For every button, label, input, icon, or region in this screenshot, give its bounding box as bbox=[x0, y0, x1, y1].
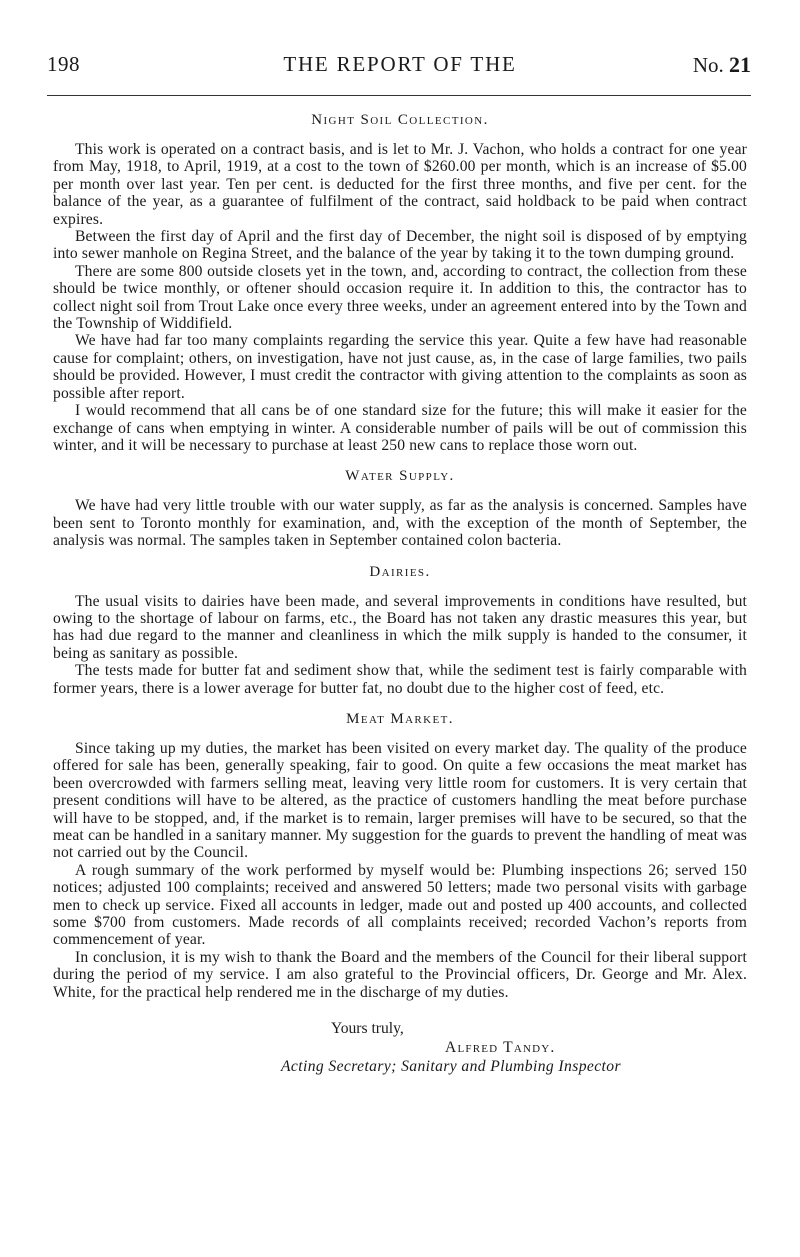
section-dairies bbox=[53, 564, 747, 697]
section-heading: Water Supply. bbox=[345, 468, 455, 485]
issue-number bbox=[693, 52, 751, 78]
paragraph: We have had far too many complaints regarding the service this year. Quite a few have had reasonable cause for complaint; others, on investigation, have not just cause, as, in the case of large families, two pails should be provided. However, I must credit the contractor with giving attention to the complaints as soon as possible after report. bbox=[53, 332, 747, 402]
paragraph: The usual visits to dairies have been made, and several improvements in conditions have resulted, but owing to the shortage of labour on farms, etc., the Board has not taken any drastic measures this year, but has had due regard to the manner and cleanliness in which the milk supply is handed to the consumer, it being as sanitary as possible. bbox=[53, 592, 747, 662]
section-heading: Dairies. bbox=[369, 563, 431, 580]
paragraph: In conclusion, it is my wish to thank the Board and the members of the Council for their liberal support during the period of my service. I am also grateful to the Provincial officers, Dr. George and Mr. Alex. White, for the practical help rendered me in the discharge of my duties. bbox=[53, 948, 747, 1001]
closing-block bbox=[53, 1019, 747, 1076]
section-heading: Night Soil Collection. bbox=[311, 112, 489, 128]
section-meat-market bbox=[53, 711, 747, 1001]
paragraph: Between the first day of April and the first day of December, the night soil is disposed of by emptying into sewer manhole on Regina Street, and the balance of the year by taking it to the town dumping ground. bbox=[53, 228, 747, 263]
section-water-supply bbox=[53, 468, 747, 549]
paragraph: A rough summary of the work performed by myself would be: Plumbing inspections 26; served 150 notices; adjusted 100 complaints; received and answered 50 letters; made two personal visits with garbage men to check up service. Fixed all accounts in ledger, made out and posted up 400 accounts, and collected some $700 from customers. Made records of all complaints received; recorded Vachon’s reports from commencement of year. bbox=[53, 861, 747, 949]
paragraph: The tests made for butter fat and sediment show that, while the sediment test is fairly comparable with former years, there is a lower average for butter fat, no doubt due to the higher cost of feed, etc. bbox=[53, 662, 747, 697]
signer-name: Alfred Tandy. bbox=[445, 1039, 556, 1057]
paragraph: This work is operated on a contract basis, and is let to Mr. J. Vachon, who holds a contract for one year from May, 1918, to April, 1919, at a cost to the town of $260.00 per month, which is an increase of $5.00 per month over last year. Ten per cent. is deducted for the first three months, and five per cent. for the balance of the year, as a guarantee of fulfilment of the contract, said holdback to be paid when contract expires. bbox=[53, 141, 747, 228]
salutation: Yours truly, bbox=[331, 1020, 404, 1038]
running-head: THE REPORT OF THE bbox=[283, 52, 517, 76]
header-rule bbox=[47, 95, 751, 96]
page-header bbox=[47, 52, 751, 86]
section-night-soil bbox=[53, 112, 747, 454]
paragraph: Since taking up my duties, the market has been visited on every market day. The quality of the produce offered for sale has been, generally speaking, fair to good. On quite a few occasions the meat market has been overcrowded with farmers selling meat, leaving very little room for customers. It is very certain that present conditions will have to be altered, as the practice of customers handling the meat before purchase will have to be stopped, and, if the market is to remain, larger premises will have to be secured, so that the meat can be handled in a sanitary manner. My suggestion for the guards to prevent the handling of meat was not carried out by the Council. bbox=[53, 739, 747, 862]
paragraph: I would recommend that all cans be of one standard size for the future; this will make it easier for the exchange of cans when emptying in winter. A considerable number of pails will be out of commission this winter, and it will be necessary to purchase at least 250 new cans to replace those worn out. bbox=[53, 402, 747, 454]
page-number: 198 bbox=[47, 52, 80, 76]
paragraph: There are some 800 outside closets yet in the town, and, according to contract, the collection from these should be twice monthly, or oftener should occasion require it. In addition to this, the contractor has to collect night soil from Trout Lake once every three weeks, under an agreement entered into by the Town and the Township of Widdifield. bbox=[53, 262, 747, 333]
issue-number-value: 21 bbox=[729, 52, 751, 77]
section-heading: Meat Market. bbox=[346, 710, 454, 727]
signer-title: Acting Secretary; Sanitary and Plumbing Inspector bbox=[281, 1058, 621, 1076]
paragraph: We have had very little trouble with our water supply, as far as the analysis is concerned. Samples have been sent to Toronto monthly for examination, and, with the exception of the month of September, the analysis was normal. The samples taken in September contained colon bacteria. bbox=[53, 497, 747, 550]
issue-label: No. bbox=[692, 53, 724, 77]
document-page bbox=[47, 52, 751, 1076]
